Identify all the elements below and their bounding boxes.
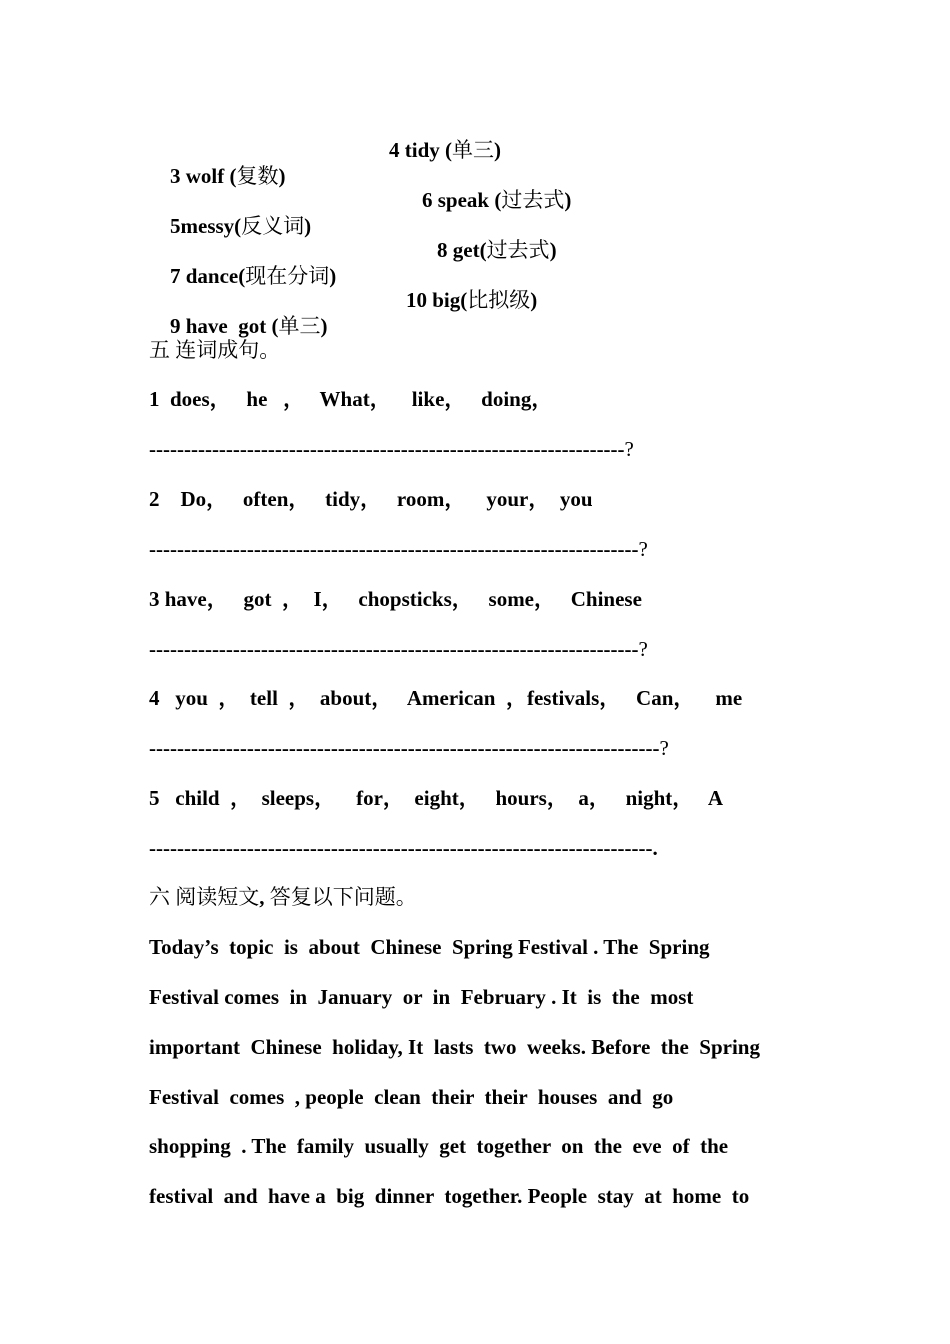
scrambled-words: 4 you ， tell ， about， American ，festivals， Can， me xyxy=(149,686,743,710)
word-form-item: 4 tidy (单三) xyxy=(389,138,501,162)
section-5-title: 五 连词成句。 xyxy=(149,338,281,362)
word-form-item: 6 speak (过去式) xyxy=(422,188,572,212)
passage-line: important Chinese holiday, It lasts two weeks. Before the Spring xyxy=(149,1035,760,1059)
passage-line: festival and have a big dinner together. People stay at home to xyxy=(149,1184,750,1208)
answer-line: --------------------------------------------------------------------? xyxy=(149,437,634,461)
passage-line: Today’s topic is about Chinese Spring Festival . The Spring xyxy=(149,935,710,959)
word-form-item: 5messy(反义词) xyxy=(170,214,312,238)
answer-line: -------------------------------------------------------------------------? xyxy=(149,736,669,760)
word-form-item: 8 get(过去式) xyxy=(437,238,557,262)
word-form-item: 3 wolf (复数) xyxy=(170,164,286,188)
scrambled-words: 2 Do， often， tidy， room， your， you xyxy=(149,487,593,511)
answer-line: ----------------------------------------------------------------------? xyxy=(149,537,648,561)
passage-line: Festival comes in January or in February . It is the most xyxy=(149,985,694,1009)
scrambled-words: 1 does， he ， What， like， doing， xyxy=(149,387,553,411)
passage-line: shopping . The family usually get together on the eve of the xyxy=(149,1134,729,1158)
scrambled-words: 3 have， got ， I， chopsticks， some， Chinese xyxy=(149,587,642,611)
scrambled-words: 5 child ， sleeps， for， eight， hours， a， night， A xyxy=(149,786,724,810)
word-form-item: 7 dance(现在分词) xyxy=(170,264,337,288)
passage-line: Festival comes , people clean their their houses and go xyxy=(149,1085,674,1109)
word-form-item: 9 have got (单三) xyxy=(170,314,328,338)
answer-line: ------------------------------------------------------------------------. xyxy=(149,836,658,860)
answer-line: ----------------------------------------------------------------------? xyxy=(149,637,648,661)
word-form-item: 10 big(比拟级) xyxy=(406,288,538,312)
section-6-title: 六 阅读短文, 答复以下问题。 xyxy=(149,885,417,909)
